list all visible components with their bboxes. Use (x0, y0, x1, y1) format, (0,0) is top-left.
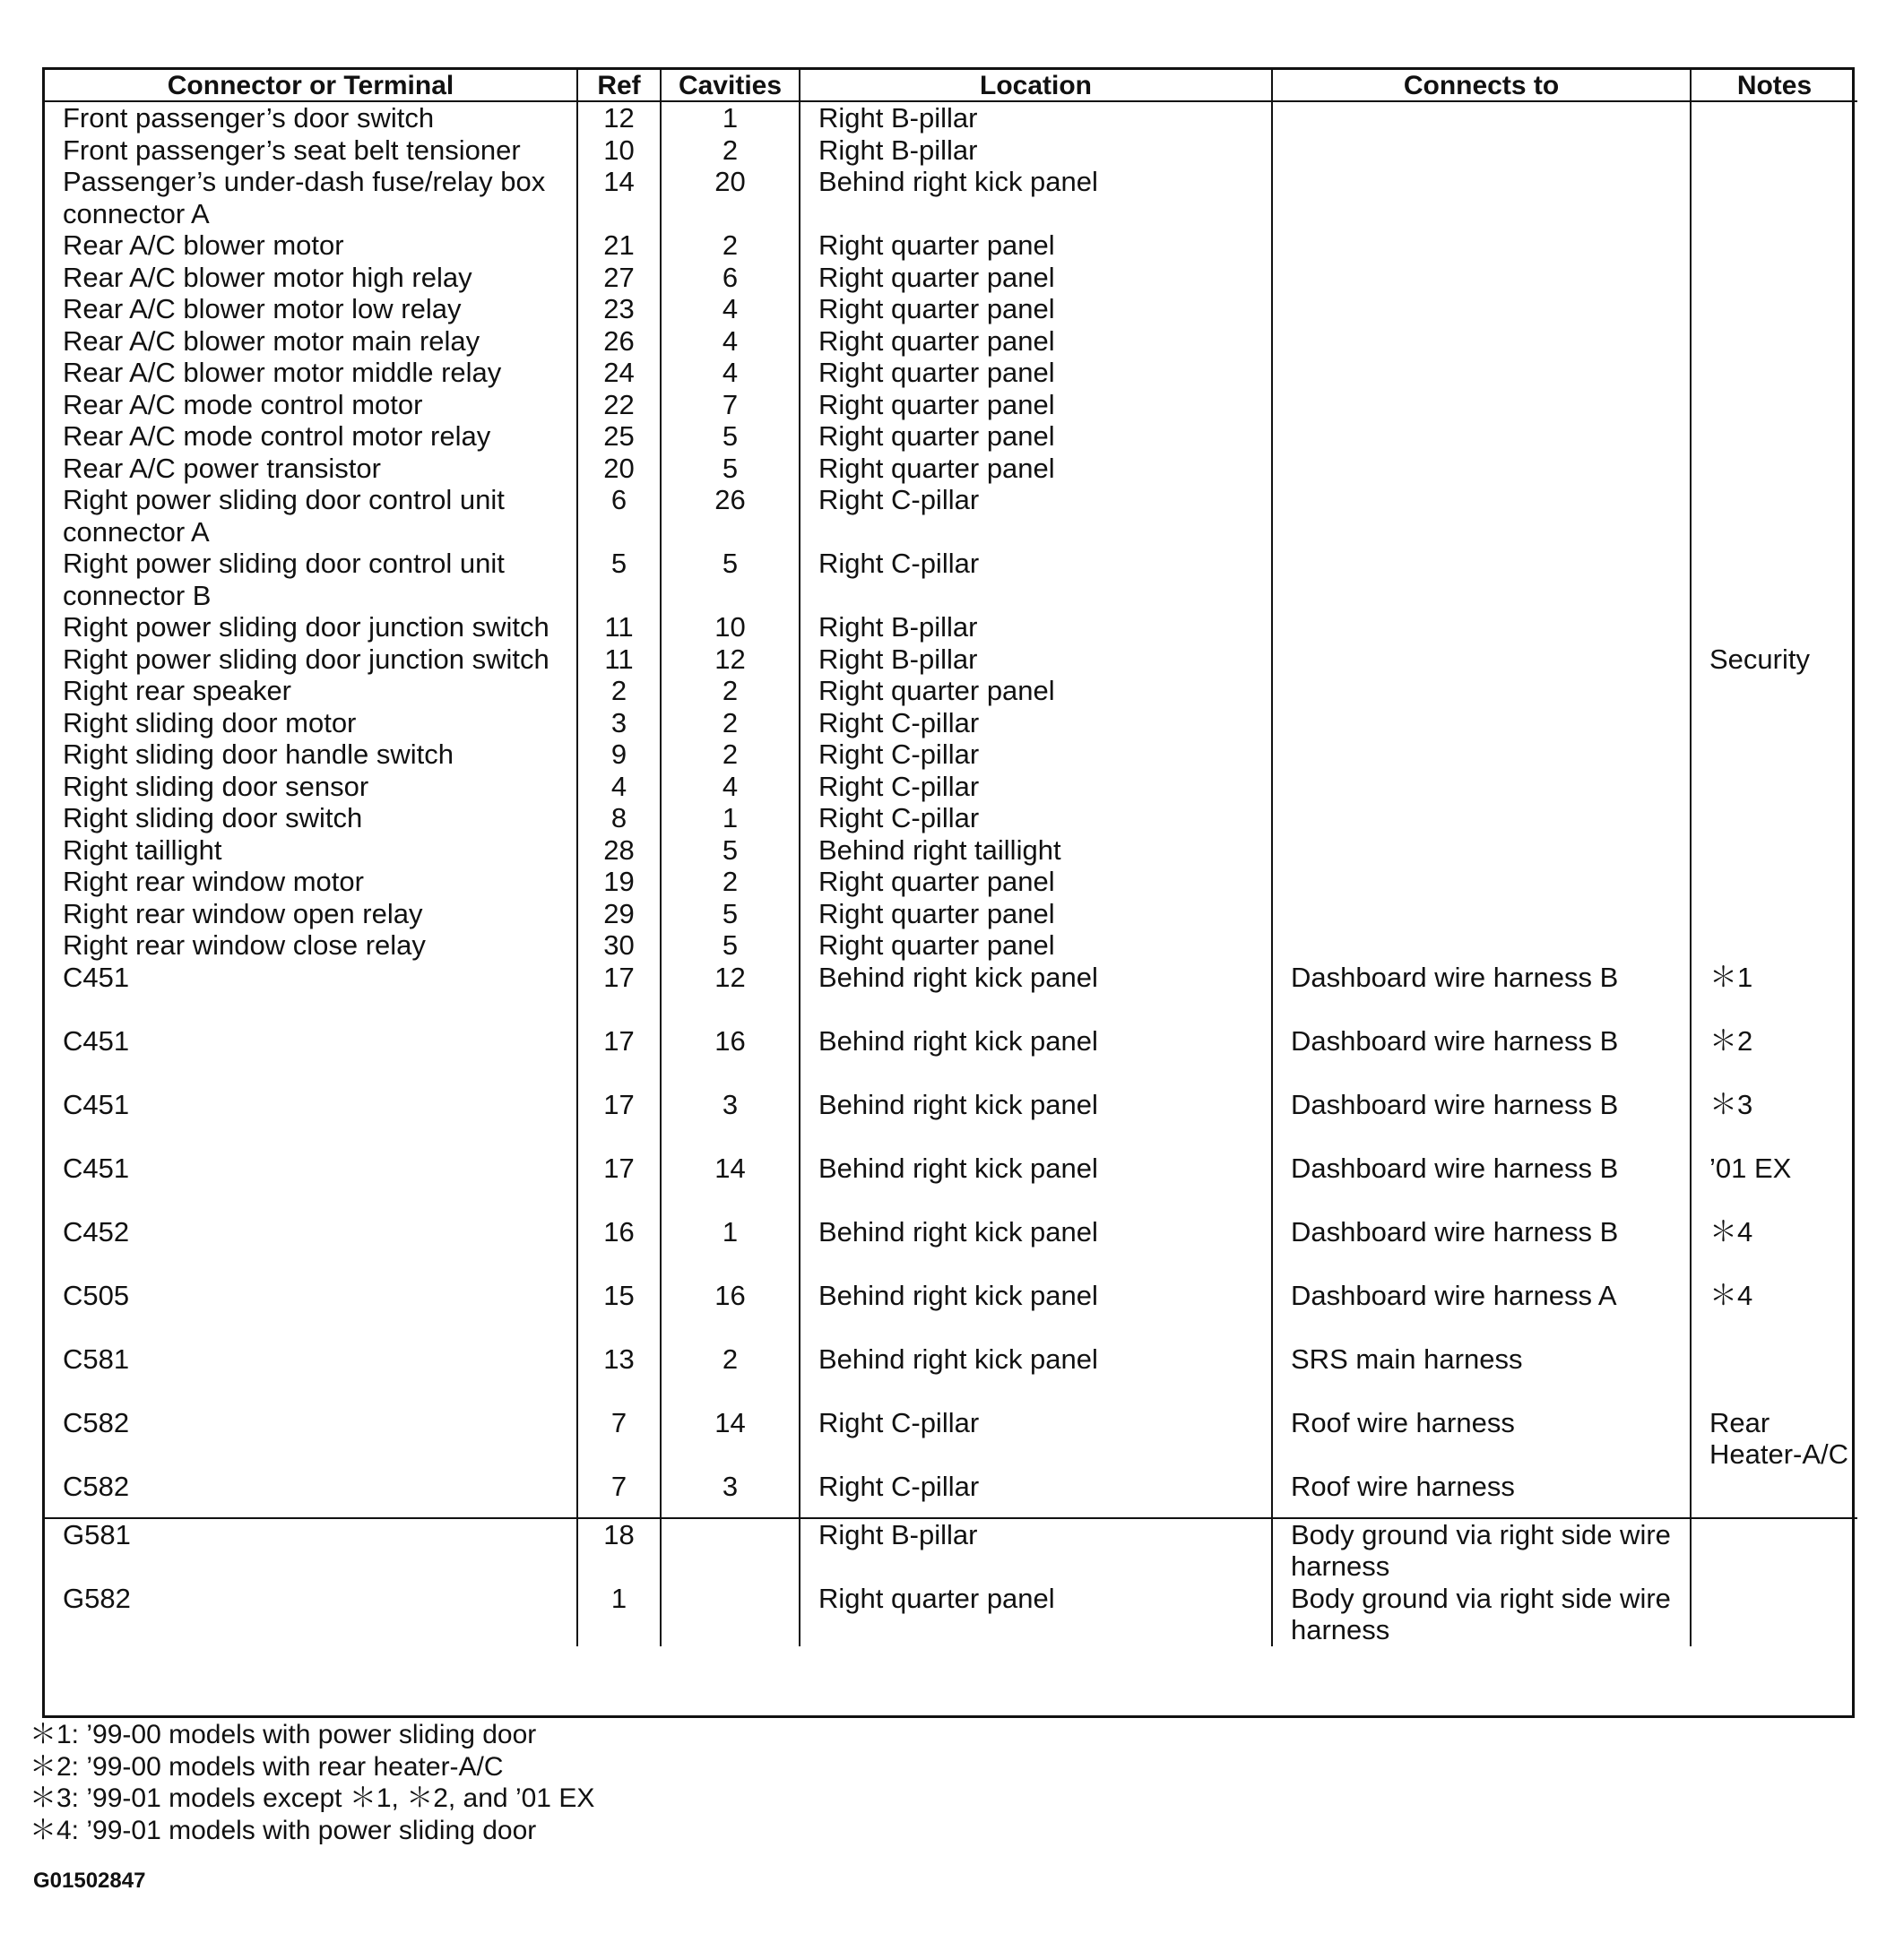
table-row (45, 262, 1857, 294)
cavities-cell: 3 (661, 1471, 800, 1518)
notes-cell (1691, 262, 1857, 294)
connector-cell: Right power sliding door junction switch (45, 611, 577, 643)
cavities-cell: 16 (661, 1025, 800, 1089)
connector-cell: C505 (45, 1280, 577, 1343)
notes-cell: ’01 EX (1709, 1152, 1792, 1184)
ref-cell: 7 (577, 1407, 661, 1471)
location-cell: Right B-pillar (800, 101, 1272, 134)
notes-cell (1691, 389, 1857, 421)
column-header-connects-to: Connects to (1272, 70, 1691, 101)
location-cell: Right quarter panel (800, 929, 1272, 962)
location-cell: Behind right kick panel (800, 1153, 1272, 1216)
table-row (45, 1216, 1857, 1280)
location-cell: Right quarter panel (800, 389, 1272, 421)
notes-cell (1691, 548, 1857, 611)
table-body (45, 101, 1857, 1646)
cavities-cell: 20 (661, 166, 800, 229)
connects-to-cell (1272, 802, 1691, 834)
cavities-cell: 5 (661, 929, 800, 962)
connector-cell: Right sliding door sensor (45, 771, 577, 803)
ref-cell: 15 (577, 1280, 661, 1343)
ref-cell: 20 (577, 453, 661, 485)
ref-cell: 17 (577, 962, 661, 1025)
connector-cell: Front passenger’s door switch (45, 101, 577, 134)
location-cell: Right C-pillar (800, 1407, 1272, 1471)
location-cell: Behind right kick panel (800, 1025, 1272, 1089)
ref-cell: 26 (577, 325, 661, 358)
table-row (45, 1089, 1857, 1153)
notes-cell (1691, 929, 1857, 962)
connects-to-cell (1272, 929, 1691, 962)
connector-cell: C581 (45, 1343, 577, 1407)
table-row (45, 548, 1857, 611)
cavities-cell: 2 (661, 738, 800, 771)
table-row (45, 929, 1857, 962)
ref-cell: 30 (577, 929, 661, 962)
connects-to-cell: Dashboard wire harness A (1272, 1280, 1691, 1343)
location-cell: Right quarter panel (800, 898, 1272, 930)
location-cell: Right C-pillar (800, 738, 1272, 771)
notes-cell: ＊2 (1709, 1024, 1753, 1057)
ref-cell: 25 (577, 420, 661, 453)
table-row (45, 643, 1857, 676)
cavities-cell: 14 (661, 1153, 800, 1216)
cavities-cell: 2 (661, 866, 800, 898)
table-row (45, 134, 1857, 167)
location-cell: Right C-pillar (800, 548, 1272, 611)
location-cell: Right B-pillar (800, 1518, 1272, 1583)
connector-cell: Rear A/C blower motor (45, 229, 577, 262)
ref-cell: 16 (577, 1216, 661, 1280)
ref-cell: 11 (577, 643, 661, 676)
notes-cell (1691, 802, 1857, 834)
connects-to-cell (1272, 293, 1691, 325)
connects-to-cell (1272, 134, 1691, 167)
ref-cell: 22 (577, 389, 661, 421)
notes-cell (1691, 325, 1857, 358)
ref-cell: 14 (577, 166, 661, 229)
connector-cell: Rear A/C blower motor main relay (45, 325, 577, 358)
table-row (45, 325, 1857, 358)
connects-to-cell: Dashboard wire harness B (1272, 962, 1691, 1025)
connects-to-cell (1272, 548, 1691, 611)
ref-cell: 6 (577, 484, 661, 548)
ref-cell: 9 (577, 738, 661, 771)
location-cell: Right quarter panel (800, 325, 1272, 358)
table-row (45, 229, 1857, 262)
connector-cell: G582 (45, 1583, 577, 1646)
table-row (45, 771, 1857, 803)
ref-cell: 17 (577, 1153, 661, 1216)
table-row (45, 357, 1857, 389)
ref-cell: 18 (577, 1518, 661, 1583)
connector-cell: Front passenger’s seat belt tensioner (45, 134, 577, 167)
connector-table (45, 70, 1857, 1646)
connector-cell: Right sliding door handle switch (45, 738, 577, 771)
notes-cell (1691, 166, 1857, 229)
column-header-ref: Ref (577, 70, 661, 101)
cavities-cell: 2 (661, 675, 800, 707)
connects-to-cell (1272, 166, 1691, 229)
ref-cell: 17 (577, 1089, 661, 1153)
notes-cell (1691, 1518, 1857, 1583)
connector-cell: Rear A/C blower motor low relay (45, 293, 577, 325)
cavities-cell: 1 (661, 802, 800, 834)
connector-cell: Rear A/C power transistor (45, 453, 577, 485)
connects-to-cell: Roof wire harness (1272, 1471, 1691, 1518)
footnote: ＊3: ’99-01 models except ＊1, ＊2, and ’01 EX (30, 1783, 595, 1813)
cavities-cell: 5 (661, 834, 800, 867)
connects-to-cell (1272, 484, 1691, 548)
location-cell: Right B-pillar (800, 611, 1272, 643)
cavities-cell: 4 (661, 325, 800, 358)
connects-to-cell (1272, 707, 1691, 739)
cavities-cell (661, 1583, 800, 1646)
cavities-cell (661, 1518, 800, 1583)
notes-cell (1691, 229, 1857, 262)
connects-to-cell (1272, 453, 1691, 485)
notes-cell (1691, 357, 1857, 389)
footnote: ＊4: ’99-01 models with power sliding door (30, 1815, 537, 1845)
connector-cell: Rear A/C blower motor middle relay (45, 357, 577, 389)
location-cell: Right C-pillar (800, 484, 1272, 548)
connector-cell: Right rear window motor (45, 866, 577, 898)
cavities-cell: 10 (661, 611, 800, 643)
footnote: ＊2: ’99-00 models with rear heater-A/C (30, 1751, 504, 1782)
connector-cell: Rear A/C blower motor high relay (45, 262, 577, 294)
connects-to-cell (1272, 738, 1691, 771)
location-cell: Right C-pillar (800, 1471, 1272, 1518)
notes-cell: ＊1 (1709, 961, 1753, 993)
location-cell: Right quarter panel (800, 293, 1272, 325)
location-cell: Behind right kick panel (800, 1343, 1272, 1407)
ref-cell: 12 (577, 101, 661, 134)
column-header-cavities: Cavities (661, 70, 800, 101)
table-row (45, 166, 1857, 229)
cavities-cell: 2 (661, 134, 800, 167)
connector-cell: Right sliding door switch (45, 802, 577, 834)
header-row (45, 70, 1857, 101)
ref-cell: 3 (577, 707, 661, 739)
ref-cell: 1 (577, 1583, 661, 1646)
notes-cell (1691, 293, 1857, 325)
notes-cell (1691, 834, 1857, 867)
connector-cell: G581 (45, 1518, 577, 1583)
connects-to-cell: Body ground via right side wire harness (1272, 1518, 1691, 1583)
ref-cell: 17 (577, 1025, 661, 1089)
ref-cell: 2 (577, 675, 661, 707)
notes-cell (1691, 484, 1857, 548)
table-row (45, 834, 1857, 867)
location-cell: Right B-pillar (800, 643, 1272, 676)
table-row (45, 675, 1857, 707)
connects-to-cell (1272, 262, 1691, 294)
connector-cell: C582 (45, 1407, 577, 1471)
table-row (45, 101, 1857, 134)
table-row (45, 898, 1857, 930)
figure-id: G01502847 (33, 1869, 146, 1893)
table-row (45, 1407, 1857, 1471)
cavities-cell: 12 (661, 962, 800, 1025)
connector-cell: Right power sliding door control unit connector A (45, 484, 577, 548)
table-row (45, 1343, 1857, 1407)
ref-cell: 28 (577, 834, 661, 867)
column-header-connector: Connector or Terminal (45, 70, 577, 101)
location-cell: Right quarter panel (800, 866, 1272, 898)
connects-to-cell (1272, 834, 1691, 867)
cavities-cell: 5 (661, 453, 800, 485)
ref-cell: 23 (577, 293, 661, 325)
ref-cell: 21 (577, 229, 661, 262)
connects-to-cell: Roof wire harness (1272, 1407, 1691, 1471)
cavities-cell: 14 (661, 1407, 800, 1471)
table-row (45, 1153, 1857, 1216)
connects-to-cell: Dashboard wire harness B (1272, 1153, 1691, 1216)
notes-cell (1691, 1471, 1857, 1518)
connects-to-cell (1272, 898, 1691, 930)
location-cell: Right C-pillar (800, 771, 1272, 803)
ref-cell: 19 (577, 866, 661, 898)
cavities-cell: 26 (661, 484, 800, 548)
connects-to-cell (1272, 420, 1691, 453)
table-row (45, 1471, 1857, 1518)
table-row (45, 484, 1857, 548)
notes-cell (1691, 101, 1857, 134)
table-row (45, 738, 1857, 771)
cavities-cell: 4 (661, 293, 800, 325)
connector-cell: Right power sliding door junction switch (45, 643, 577, 676)
connector-cell: C582 (45, 1471, 577, 1518)
notes-cell (1691, 453, 1857, 485)
location-cell: Behind right taillight (800, 834, 1272, 867)
notes-cell: ＊4 (1709, 1279, 1753, 1311)
location-cell: Behind right kick panel (800, 1216, 1272, 1280)
ref-cell: 4 (577, 771, 661, 803)
connector-cell: Passenger’s under-dash fuse/relay box connector A (45, 166, 577, 229)
connector-cell: C451 (45, 962, 577, 1025)
location-cell: Right quarter panel (800, 420, 1272, 453)
table-row (45, 611, 1857, 643)
notes-cell (1691, 611, 1857, 643)
location-cell: Right quarter panel (800, 1583, 1272, 1646)
notes-cell: ＊3 (1709, 1088, 1753, 1120)
connector-cell: Right power sliding door control unit connector B (45, 548, 577, 611)
connector-cell: Right taillight (45, 834, 577, 867)
connects-to-cell: Body ground via right side wire harness (1272, 1583, 1691, 1646)
ref-cell: 24 (577, 357, 661, 389)
connector-cell: Rear A/C mode control motor (45, 389, 577, 421)
table-row (45, 962, 1857, 1025)
cavities-cell: 12 (661, 643, 800, 676)
cavities-cell: 6 (661, 262, 800, 294)
notes-cell (1691, 898, 1857, 930)
ref-cell: 13 (577, 1343, 661, 1407)
connector-cell: C452 (45, 1216, 577, 1280)
location-cell: Right C-pillar (800, 707, 1272, 739)
table-row (45, 1025, 1857, 1089)
notes-cell (1691, 738, 1857, 771)
cavities-cell: 1 (661, 101, 800, 134)
ref-cell: 8 (577, 802, 661, 834)
table-row (45, 453, 1857, 485)
notes-cell (1691, 1343, 1857, 1407)
cavities-cell: 5 (661, 898, 800, 930)
location-cell: Right C-pillar (800, 802, 1272, 834)
connector-cell: Rear A/C mode control motor relay (45, 420, 577, 453)
ref-cell: 7 (577, 1471, 661, 1518)
notes-cell (1691, 707, 1857, 739)
connector-cell: Right rear window open relay (45, 898, 577, 930)
connects-to-cell (1272, 357, 1691, 389)
footnotes (30, 1719, 594, 1846)
ref-cell: 10 (577, 134, 661, 167)
connects-to-cell (1272, 675, 1691, 707)
column-header-location: Location (800, 70, 1272, 101)
connects-to-cell: Dashboard wire harness B (1272, 1216, 1691, 1280)
location-cell: Right quarter panel (800, 453, 1272, 485)
cavities-cell: 3 (661, 1089, 800, 1153)
connects-to-cell: Dashboard wire harness B (1272, 1025, 1691, 1089)
location-cell: Right B-pillar (800, 134, 1272, 167)
table-row (45, 802, 1857, 834)
table-row (45, 1518, 1857, 1583)
table-row (45, 1583, 1857, 1646)
notes-cell: Security (1709, 643, 1810, 675)
connector-cell: C451 (45, 1089, 577, 1153)
notes-cell: ＊4 (1709, 1215, 1753, 1248)
notes-cell (1691, 420, 1857, 453)
table-row (45, 707, 1857, 739)
cavities-cell: 2 (661, 1343, 800, 1407)
location-cell: Behind right kick panel (800, 1280, 1272, 1343)
connector-table-frame (42, 67, 1855, 1718)
location-cell: Right quarter panel (800, 357, 1272, 389)
ref-cell: 5 (577, 548, 661, 611)
connects-to-cell (1272, 101, 1691, 134)
cavities-cell: 2 (661, 229, 800, 262)
notes-cell (1691, 675, 1857, 707)
connects-to-cell (1272, 229, 1691, 262)
ref-cell: 11 (577, 611, 661, 643)
cavities-cell: 5 (661, 420, 800, 453)
connector-cell: Right rear window close relay (45, 929, 577, 962)
location-cell: Behind right kick panel (800, 962, 1272, 1025)
connects-to-cell (1272, 866, 1691, 898)
connector-cell: Right rear speaker (45, 675, 577, 707)
connector-cell: C451 (45, 1025, 577, 1089)
connects-to-cell: Dashboard wire harness B (1272, 1089, 1691, 1153)
ref-cell: 27 (577, 262, 661, 294)
connector-cell: Right sliding door motor (45, 707, 577, 739)
location-cell: Right quarter panel (800, 229, 1272, 262)
location-cell: Right quarter panel (800, 675, 1272, 707)
connects-to-cell (1272, 325, 1691, 358)
table-row (45, 389, 1857, 421)
connects-to-cell (1272, 643, 1691, 676)
connects-to-cell: SRS main harness (1272, 1343, 1691, 1407)
cavities-cell: 16 (661, 1280, 800, 1343)
table-row (45, 866, 1857, 898)
table-row (45, 1280, 1857, 1343)
column-header-notes: Notes (1691, 70, 1857, 101)
cavities-cell: 7 (661, 389, 800, 421)
ref-cell: 29 (577, 898, 661, 930)
location-cell: Right quarter panel (800, 262, 1272, 294)
connector-cell: C451 (45, 1153, 577, 1216)
notes-cell: Rear Heater-A/C (1709, 1406, 1849, 1470)
cavities-cell: 1 (661, 1216, 800, 1280)
location-cell: Behind right kick panel (800, 166, 1272, 229)
notes-cell (1691, 866, 1857, 898)
connects-to-cell (1272, 611, 1691, 643)
notes-cell (1691, 1583, 1857, 1646)
notes-cell (1691, 771, 1857, 803)
cavities-cell: 2 (661, 707, 800, 739)
connects-to-cell (1272, 389, 1691, 421)
cavities-cell: 4 (661, 771, 800, 803)
location-cell: Behind right kick panel (800, 1089, 1272, 1153)
table-row (45, 420, 1857, 453)
table-row (45, 293, 1857, 325)
cavities-cell: 4 (661, 357, 800, 389)
notes-cell (1691, 134, 1857, 167)
connects-to-cell (1272, 771, 1691, 803)
cavities-cell: 5 (661, 548, 800, 611)
footnote: ＊1: ’99-00 models with power sliding door (30, 1720, 537, 1749)
